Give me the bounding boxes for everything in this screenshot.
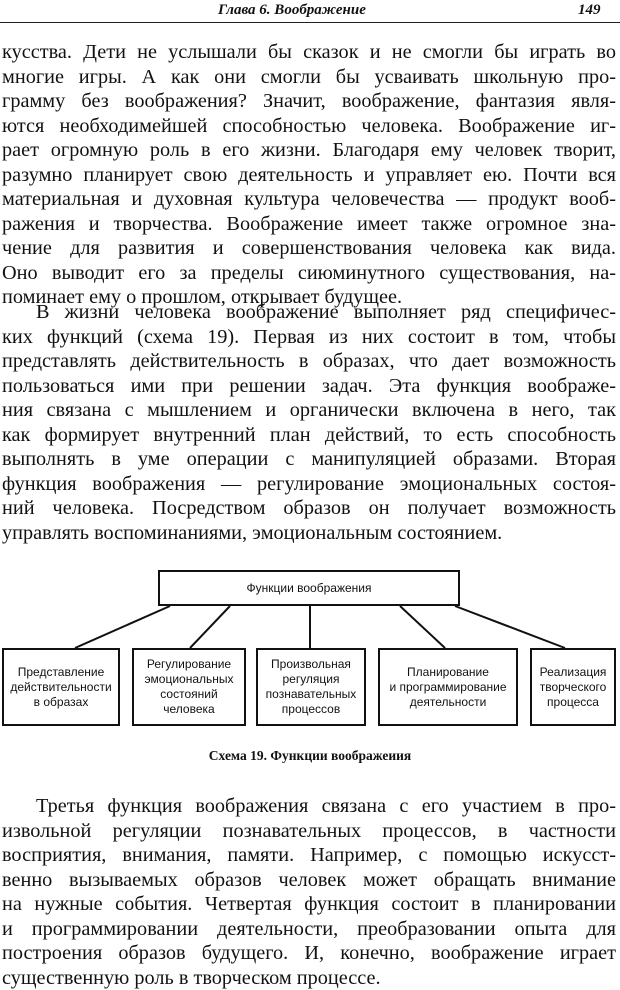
text-line: представлять действительность в образах, что дает возможность xyxy=(2,349,616,374)
text-line: материальная и духовная культура человечества — продукт вооб- xyxy=(2,187,616,212)
diagram-child-box xyxy=(378,648,518,726)
diagram-child-label: Реализация творческого процесса xyxy=(540,665,607,710)
text-line: функция воображения — регулирование эмоциональных состоя- xyxy=(2,472,616,497)
diagram-child-label: Представление действительности в образах xyxy=(10,665,111,710)
diagram-child-label: Регулирование эмоциональных состояний человека xyxy=(144,657,233,717)
diagram-child-box xyxy=(530,648,616,726)
text-line: восприятия, внимания, памяти. Например, с помощью искусст- xyxy=(2,843,616,868)
text-line: Третья функция воображения связана с его участием в про- xyxy=(2,794,616,819)
chapter-title: Глава 6. Воображение xyxy=(218,2,366,19)
functions-diagram xyxy=(0,564,620,734)
text-line: ния связана с мышлением и органически включена в него, так xyxy=(2,398,616,423)
header-rule xyxy=(0,22,620,23)
diagram-child-label: Произвольная регуляция познавательных процессов xyxy=(266,657,357,717)
text-line: чение для развития и совершенствования человека как вида. xyxy=(2,236,616,261)
text-line: на нужные события. Четвертая функция состоит в планировании xyxy=(2,892,616,917)
diagram-child-label: Планирование и программирование деятельности xyxy=(389,665,506,710)
text-line: разумно планирует свою деятельность и управляет ею. Почти вся xyxy=(2,163,616,188)
diagram-child-box xyxy=(256,648,366,726)
text-line: ются необходимейшей способностью человека. Воображение иг- xyxy=(2,114,616,139)
text-line: пользоваться ими при решении задач. Эта функция воображе- xyxy=(2,374,616,399)
text-line: построения образов будущего. И, конечно, воображение играет xyxy=(2,941,616,966)
text-line: венно вызываемых образов человек может обращать внимание xyxy=(2,868,616,893)
paragraph-1 xyxy=(2,40,616,310)
text-line: Оно выводит его за пределы сиюминутного существования, на- xyxy=(2,261,616,286)
text-line: выполнять в уме операции с манипуляцией образами. Вторая xyxy=(2,447,616,472)
text-line: кусства. Дети не услышали бы сказок и не смогли бы играть во xyxy=(2,40,616,65)
page-header xyxy=(0,0,620,24)
text-line: управлять воспоминаниями, эмоциональным состоянием. xyxy=(2,521,616,546)
diagram-child-box xyxy=(2,648,120,726)
diagram-root-label: Функции воображения xyxy=(247,581,372,596)
text-line: многие игры. А как они смогли бы усваивать школьную про- xyxy=(2,65,616,90)
text-line: ний человека. Посредством образов он получает возможность xyxy=(2,496,616,521)
text-line: как формирует внутренний план действий, то есть способность xyxy=(2,423,616,448)
text-line: существенную роль в творческом процессе. xyxy=(2,966,616,990)
paragraph-3 xyxy=(2,794,616,990)
text-line: ражения и творчества. Воображение имеет также огромное зна- xyxy=(2,212,616,237)
text-line: грамму без воображения? Значит, воображение, фантазия явля- xyxy=(2,89,616,114)
text-line: поминает ему о прошлом, открывает будущее. xyxy=(2,285,616,310)
text-line: рает огромную роль в его жизни. Благодаря ему человек творит, xyxy=(2,138,616,163)
diagram-caption: Схема 19. Функции воображеиия xyxy=(0,748,620,764)
text-line: В жизни человека воображение выполняет ряд специфичес- xyxy=(2,300,616,325)
text-line: и программировании деятельности, преобразовании опыта для xyxy=(2,917,616,942)
text-line: ких функций (схема 19). Первая из них состоит в том, чтобы xyxy=(2,325,616,350)
paragraph-2 xyxy=(2,300,616,545)
text-line: извольной регуляции познавательных процессов, в частности xyxy=(2,819,616,844)
page-number: 149 xyxy=(578,2,601,19)
diagram-child-box xyxy=(132,648,246,726)
diagram-root-box xyxy=(158,570,460,606)
